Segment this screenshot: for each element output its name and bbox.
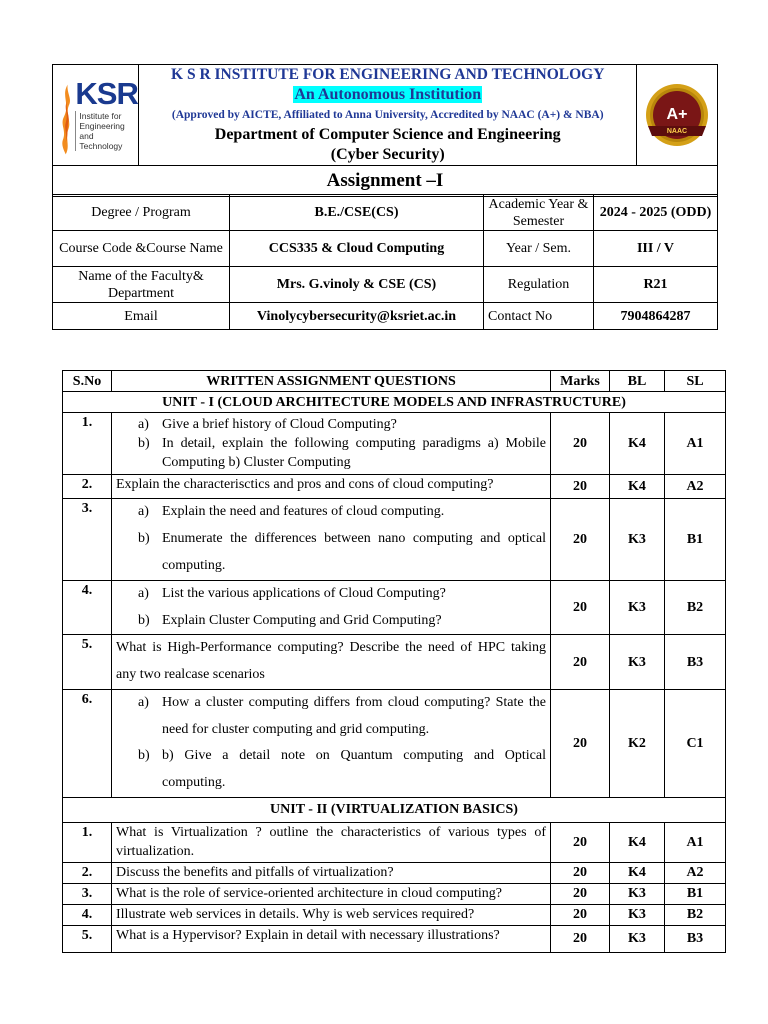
contact-value: 7904864287 [594,303,718,330]
col-marks: Marks [551,371,610,392]
table-row: 4. a) List the various applications of Cloud Computing? b) Explain Cluster Computing and Grid Computing? 20 K3 B2 [63,581,726,635]
faculty-label: Name of the Faculty& Department [53,267,230,303]
flame-icon [59,81,72,157]
naac-logo-cell [637,65,718,166]
question-text: a) Explain the need and features of cloud computing. b) Enumerate the differences between nano computing and optical computing. [112,499,551,581]
institution-name: K S R INSTITUTE FOR ENGINEERING AND TECHNOLOGY [171,66,605,83]
question-text: a) How a cluster computing differs from cloud computing? State the need for cluster computing and grid computing. b) b) Give a detail note on Quantum computing and Optical computing. [112,689,551,797]
ksr-logo-letters: KSR [75,76,138,111]
contact-label: Contact No [484,303,594,330]
naac-label: NAAC [666,128,688,135]
table-row: 1. What is Virtualization ? outline the characteristics of various types of virtualization. 20 K4 A1 [63,822,726,862]
academic-year-label: Academic Year & Semester [484,195,594,231]
approval-note: (Approved by AICTE, Affiliated to Anna University, Accredited by NAAC (A+) & NBA) [171,109,604,121]
question-text: What is the role of service-oriented architecture in cloud computing? [112,883,551,904]
question-text: What is Virtualization ? outline the characteristics of various types of virtualization. [112,822,551,862]
question-text: What is a Hypervisor? Explain in detail with necessary illustrations? [112,925,551,952]
academic-year-value: 2024 - 2025 (ODD) [594,195,718,231]
question-text: What is High-Performance computing? Describe the need of HPC taking any two realcase scenarios [112,635,551,689]
ksr-logo [53,73,138,157]
table-row: 5. What is High-Performance computing? Describe the need of HPC taking any two realcase scenarios 20 K3 B3 [63,635,726,689]
email-value[interactable]: Vinolycybersecurity@ksriet.ac.in [230,303,484,330]
autonomous-label: An Autonomous Institution [294,86,482,103]
question-text: Illustrate web services in details. Why is web services required? [112,904,551,925]
year-sem-value: III / V [594,231,718,267]
naac-grade: A+ [666,106,688,123]
col-sl: SL [665,371,726,392]
regulation-label: Regulation [484,267,594,303]
table-row: 3. What is the role of service-oriented architecture in cloud computing? 20 K3 B1 [63,883,726,904]
course-value: CCS335 & Cloud Computing [230,231,484,267]
col-question: WRITTEN ASSIGNMENT QUESTIONS [112,371,551,392]
table-row: 1. a) Give a brief history of Cloud Computing? b) In detail, explain the following computing paradigms a) Mobile Computing b) Cluster Computing 20 K4 A1 [63,413,726,475]
header-table [52,64,718,197]
institution-heading [139,65,637,166]
department-name: Department of Computer Science and Engineering [214,126,561,143]
table-row: 4. Illustrate web services in details. Why is web services required? 20 K3 B2 [63,904,726,925]
table-row: 6. a) How a cluster computing differs from cloud computing? State the need for cluster computing and grid computing. b) b) Give a detail note on Quantum computing and Optical computing. 20 K2 C1 [63,689,726,797]
questions-table [62,370,726,953]
specialization: (Cyber Security) [330,146,445,163]
ksr-logo-cell [53,65,139,166]
faculty-value: Mrs. G.vinoly & CSE (CS) [230,267,484,303]
question-text: Discuss the benefits and pitfalls of virtualization? [112,862,551,883]
course-info-table [52,194,718,330]
ksr-logo-subtitle: Institute for Engineering and Technology [75,111,138,151]
unit-2-title: UNIT - II (VIRTUALIZATION BASICS) [63,797,726,822]
question-text: Explain the characterisctics and pros and cons of cloud computing? [112,475,551,499]
table-row: 2. Discuss the benefits and pitfalls of virtualization? 20 K4 A2 [63,862,726,883]
degree-label: Degree / Program [53,195,230,231]
degree-value: B.E./CSE(CS) [230,195,484,231]
year-sem-label: Year / Sem. [484,231,594,267]
col-bl: BL [610,371,665,392]
question-text: a) List the various applications of Cloud Computing? b) Explain Cluster Computing and Grid Computing? [112,581,551,635]
regulation-value: R21 [594,267,718,303]
table-row: 2. Explain the characterisctics and pros and cons of cloud computing? 20 K4 A2 [63,475,726,499]
course-label: Course Code &Course Name [53,231,230,267]
naac-badge-icon [644,82,710,148]
assignment-title: Assignment –I [53,166,718,197]
email-label: Email [53,303,230,330]
table-row: 5. What is a Hypervisor? Explain in detail with necessary illustrations? 20 K3 B3 [63,925,726,952]
question-text: a) Give a brief history of Cloud Computing? b) In detail, explain the following computing paradigms a) Mobile Computing b) Cluster Computing [112,413,551,475]
col-sno: S.No [63,371,112,392]
unit-1-title: UNIT - I (CLOUD ARCHITECTURE MODELS AND INFRASTRUCTURE) [63,392,726,413]
table-row: 3. a) Explain the need and features of cloud computing. b) Enumerate the differences between nano computing and optical computing. 20 K3 B1 [63,499,726,581]
